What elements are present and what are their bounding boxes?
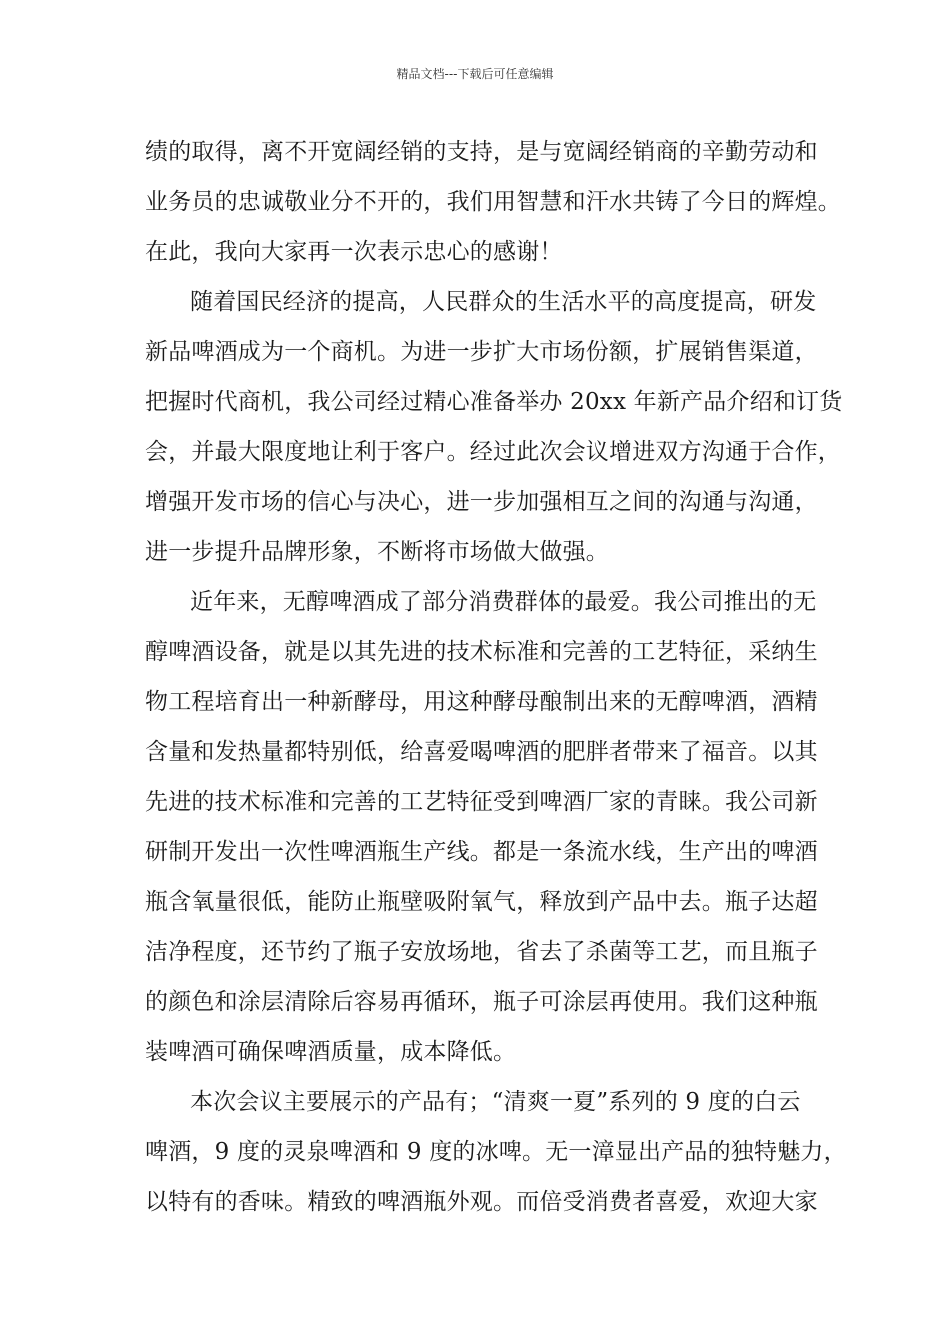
text-line: 随着国民经济的提高，人民群众的生活水平的高度提高，研发 [190, 289, 817, 315]
text-line: 以特有的香味。精致的啤酒瓶外观。而倍受消费者喜爱，欢迎大家 [145, 1189, 818, 1215]
text-line: 业务员的忠诚敬业分不开的，我们用智慧和汗水共铸了今日的辉煌。 [145, 189, 841, 215]
paragraph [145, 277, 843, 577]
text-line: 装啤酒可确保啤酒质量，成本降低。 [145, 1039, 517, 1065]
paragraph [145, 1077, 847, 1227]
text-line: 进一步提升品牌形象，不断将市场做大做强。 [145, 539, 609, 565]
text-line: 绩的取得，离不开宽阔经销的支持，是与宽阔经销商的辛勤劳动和 [145, 139, 818, 165]
text-line: 新品啤酒成为一个商机。为进一步扩大市场份额，扩展销售渠道， [145, 339, 818, 365]
text-line: 洁净程度，还节约了瓶子安放场地，省去了杀菌等工艺，而且瓶子 [145, 939, 818, 965]
text-line: 含量和发热量都特别低，给喜爱喝啤酒的肥胖者带来了福音。以其 [145, 739, 818, 765]
document-body [145, 127, 847, 1227]
paragraph [145, 127, 841, 277]
text-line: 的颜色和涂层清除后容易再循环，瓶子可涂层再使用。我们这种瓶 [145, 989, 818, 1015]
text-line: 把握时代商机，我公司经过精心准备举办 20xx 年新产品介绍和订货 [145, 389, 843, 415]
paragraph [145, 577, 818, 1077]
text-line: 啤酒，9 度的灵泉啤酒和 9 度的冰啤。无一漳显出产品的独特魅力， [145, 1139, 847, 1165]
text-line: 研制开发出一次性啤酒瓶生产线。都是一条流水线，生产出的啤酒 [145, 839, 818, 865]
page-header: 精品文档---下载后可任意编辑 [396, 67, 554, 81]
text-line: 醇啤酒设备，就是以其先进的技术标准和完善的工艺特征，采纳生 [145, 639, 818, 665]
text-line: 物工程培育出一种新酵母，用这种酵母酿制出来的无醇啤酒，酒精 [145, 689, 818, 715]
text-line: 近年来，无醇啤酒成了部分消费群体的最爱。我公司推出的无 [190, 589, 817, 615]
text-line: 会，并最大限度地让利于客户。经过此次会议增进双方沟通于合作， [145, 439, 841, 465]
text-line: 在此，我向大家再一次表示忠心的感谢！ [145, 239, 563, 265]
text-line: 瓶含氧量很低，能防止瓶壁吸附氧气，释放到产品中去。瓶子达超 [145, 889, 818, 915]
text-line: 增强开发市场的信心与决心，进一步加强相互之间的沟通与沟通， [145, 489, 818, 515]
text-line: 本次会议主要展示的产品有；“清爽一夏”系列的 9 度的白云 [190, 1089, 801, 1115]
text-line: 先进的技术标准和完善的工艺特征受到啤酒厂家的青睐。我公司新 [145, 789, 818, 815]
